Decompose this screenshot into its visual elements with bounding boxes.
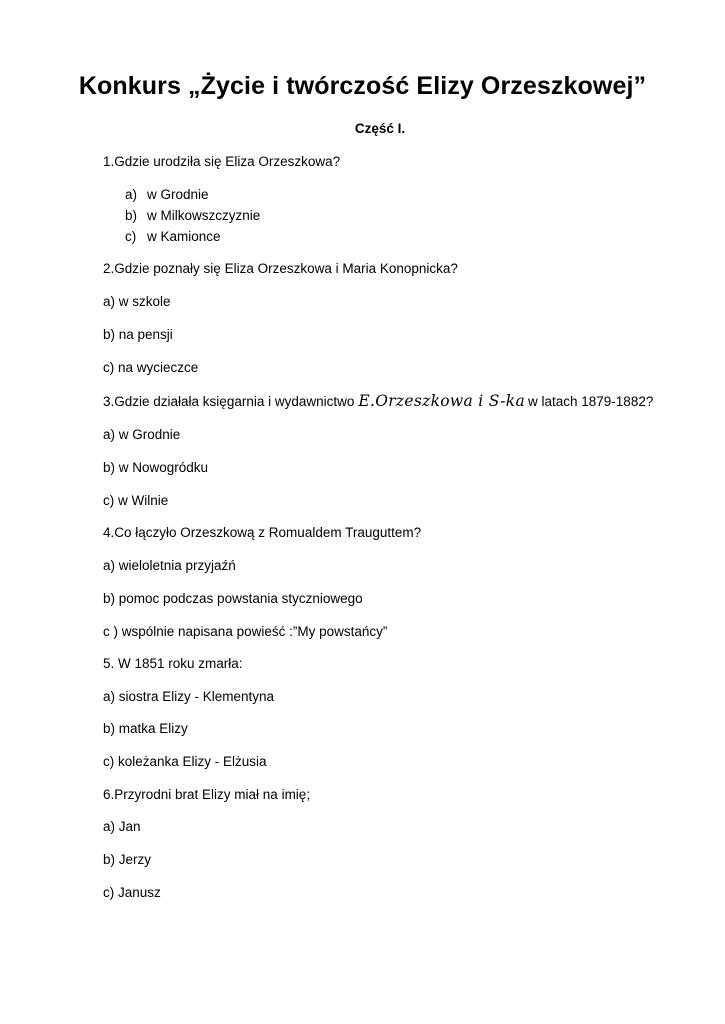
question-5-option-c: c) koleżanka Elizy - Elżusia bbox=[103, 754, 267, 769]
company-name: E.Orzeszkowa i S-ka bbox=[358, 392, 525, 410]
option-text: w Grodnie bbox=[147, 187, 209, 202]
question-4-option-a: a) wieloletnia przyjaźń bbox=[103, 558, 236, 573]
question-6-option-b: b) Jerzy bbox=[103, 852, 152, 867]
question-4: 4.Co łączyło Orzeszkową z Romualdem Trauguttem? bbox=[103, 525, 422, 540]
question-1-option-c bbox=[125, 229, 221, 244]
question-4-option-c: c ) wspólnie napisana powieść :”My powstańcy” bbox=[103, 624, 388, 639]
question-2-option-b: b) na pensji bbox=[103, 327, 173, 342]
question-3-option-b: b) w Nowogródku bbox=[103, 460, 209, 475]
question-2-option-c: c) na wycieczce bbox=[103, 360, 199, 375]
question-3-text-before: 3.Gdzie działała księgarnia i wydawnictwo bbox=[103, 394, 355, 409]
question-1-option-a bbox=[125, 187, 209, 202]
question-2-option-a: a) w szkole bbox=[103, 294, 171, 309]
option-marker: c) bbox=[125, 229, 137, 244]
question-4-option-b: b) pomoc podczas powstania styczniowego bbox=[103, 591, 363, 606]
question-5-option-a: a) siostra Elizy - Klementyna bbox=[103, 689, 275, 704]
question-3 bbox=[103, 392, 653, 410]
question-6-option-c: c) Janusz bbox=[103, 885, 161, 900]
question-6: 6.Przyrodni brat Elizy miał na imię; bbox=[103, 787, 311, 802]
question-2: 2.Gdzie poznały się Eliza Orzeszkowa i Maria Konopnicka? bbox=[103, 261, 458, 276]
question-1: 1.Gdzie urodziła się Eliza Orzeszkowa? bbox=[103, 154, 341, 169]
option-marker: b) bbox=[125, 208, 138, 223]
question-3-text-after: w latach 1879-1882? bbox=[528, 394, 654, 409]
question-5: 5. W 1851 roku zmarła: bbox=[103, 656, 243, 671]
option-marker: a) bbox=[125, 187, 138, 202]
question-6-option-a: a) Jan bbox=[103, 819, 141, 834]
part-heading: Część I. bbox=[354, 121, 406, 136]
option-text: w Kamionce bbox=[147, 229, 221, 244]
question-3-option-c: c) w Wilnie bbox=[103, 493, 169, 508]
question-5-option-b: b) matka Elizy bbox=[103, 721, 188, 736]
question-1-option-b bbox=[125, 208, 260, 223]
page-title: Konkurs „Życie i twórczość Elizy Orzeszkowej” bbox=[78, 72, 647, 100]
question-3-option-a: a) w Grodnie bbox=[103, 427, 181, 442]
option-text: w Milkowszczyznie bbox=[147, 208, 261, 223]
